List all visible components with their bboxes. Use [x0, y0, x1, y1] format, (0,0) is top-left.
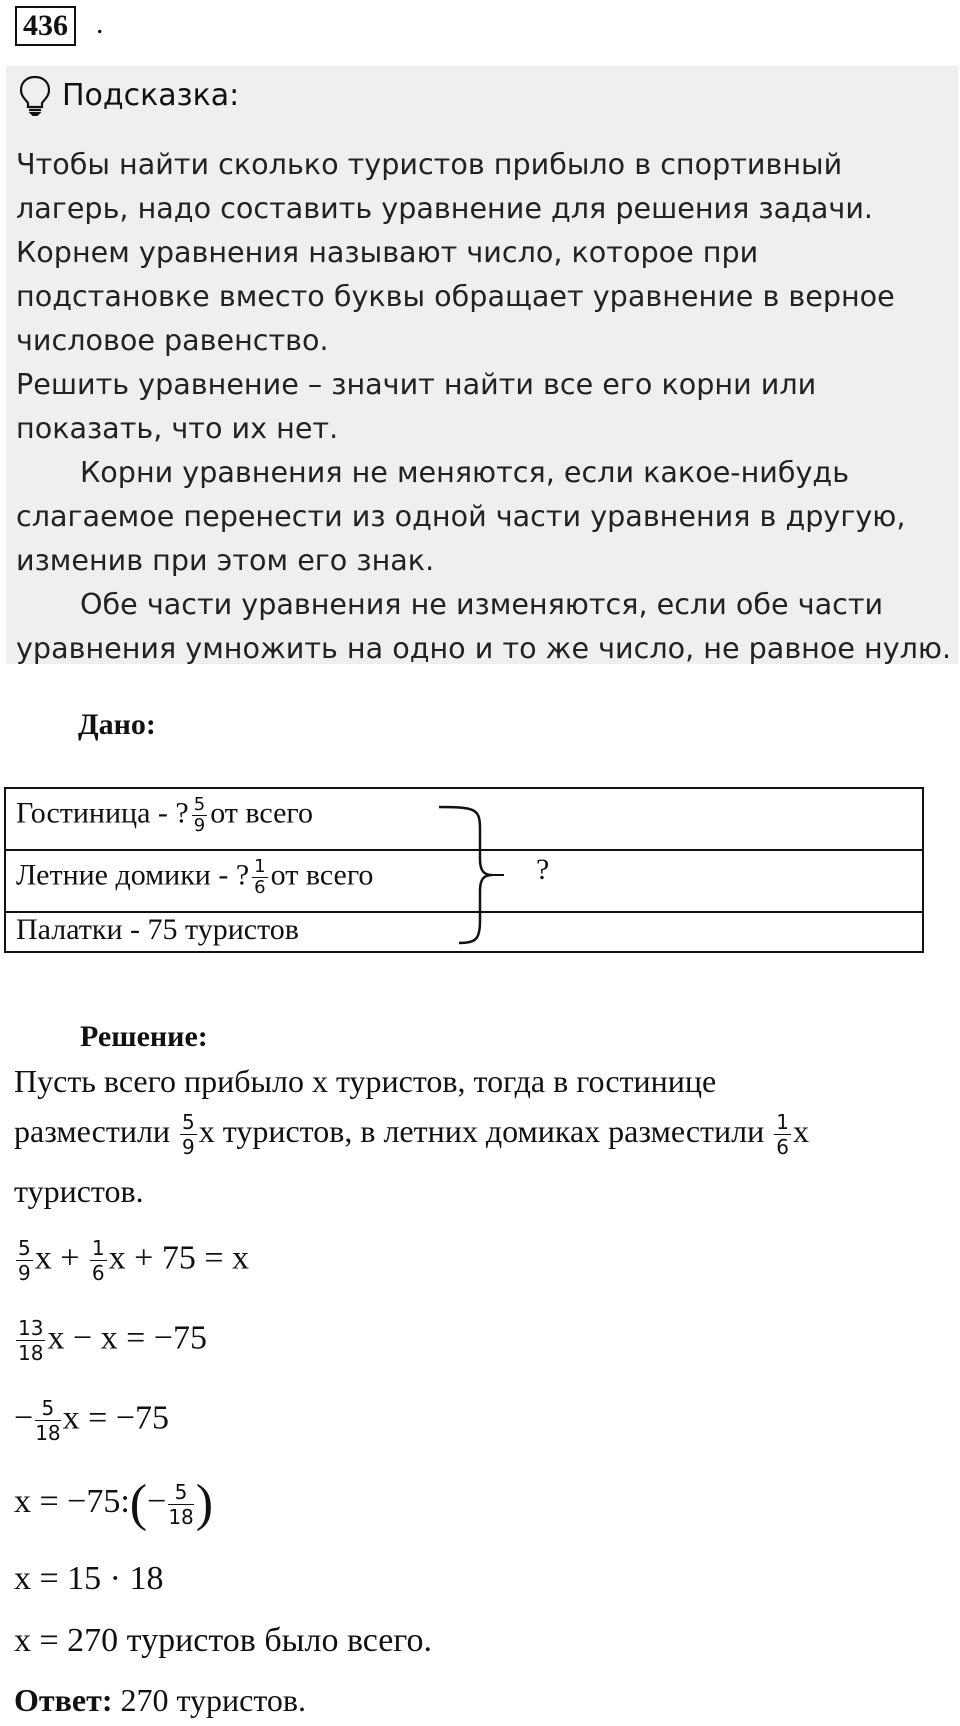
answer-value: 270 туристов.	[112, 1682, 307, 1718]
fraction: $\frac{5}{9}$	[193, 794, 206, 836]
given-row-suffix: от всего	[270, 858, 374, 892]
task-number-dot: .	[96, 7, 104, 40]
hint-paragraph: Корни уравнения не меняются, если какое-нибудь слагаемое перенести из одной части уравнения в другую, изменив при этом его знак.	[16, 455, 906, 577]
lightbulb-icon	[18, 74, 52, 116]
equation-6: х = 270 туристов было всего.	[14, 1622, 432, 1659]
given-table	[4, 787, 924, 953]
fraction: $\frac{5}{9}$	[18, 1236, 31, 1285]
solution-text-line: Пусть всего прибыло х туристов, тогда в гостинице	[14, 1063, 717, 1099]
fraction: $\frac{5}{18}$	[168, 1479, 194, 1529]
fraction: $\frac{1}{6}$	[254, 856, 266, 898]
answer	[14, 1682, 306, 1719]
hint-paragraph: Чтобы найти сколько туристов прибыло в спортивный лагерь, надо составить уравнение для решения задачи. Корнем уравнения называют число, которое при подстановке вместо буквы обращает уравнение в верное числовое равенство.	[16, 147, 895, 357]
fraction: $\frac{1}{6}$	[91, 1236, 105, 1285]
equation-3: − $\frac{5}{18}$ х = −75	[14, 1396, 169, 1445]
given-label: Дано:	[78, 708, 156, 741]
given-row-label: Гостиница - ?	[16, 796, 189, 830]
hint-paragraph: Решить уравнение – значит найти все его корни или показать, что их нет.	[16, 367, 817, 445]
solution-text: х туристов, в летних домиках разместили	[198, 1112, 765, 1149]
solution-text-line: туристов.	[14, 1173, 144, 1209]
solution-label: Решение:	[80, 1020, 208, 1053]
equation-4: х = −75:(− $\frac{5}{18}$ )	[14, 1475, 214, 1532]
fraction: $\frac{5}{18}$	[35, 1396, 61, 1445]
curly-brace-icon	[6, 789, 926, 955]
given-row-label: Палатки - 75 туристов	[16, 913, 299, 946]
fraction: $\frac{1}{6}$	[776, 1110, 789, 1159]
hint-text	[16, 142, 956, 670]
fraction: $\frac{5}{9}$	[182, 1110, 195, 1159]
hint-title: Подсказка:	[62, 78, 240, 113]
equation-1: $\frac{5}{9}$ х + $\frac{1}{6}$ х + 75 = х	[18, 1236, 250, 1285]
task-number: 436	[15, 6, 76, 46]
hint-box	[6, 66, 958, 664]
equation-2: $\frac{13}{18}$ х − х = −75	[18, 1316, 207, 1365]
given-row-label: Летние домики - ?	[16, 858, 250, 892]
solution-text-line	[14, 1110, 809, 1159]
equation-5: х = 15 · 18	[14, 1560, 164, 1597]
total-question-mark: ?	[536, 853, 550, 886]
given-row-suffix: от всего	[210, 796, 313, 830]
hint-paragraph: Обе части уравнения не изменяются, если обе части уравнения умножить на одно и то же число, не равное нулю.	[16, 587, 952, 665]
answer-label: Ответ:	[14, 1682, 113, 1718]
fraction: $\frac{13}{18}$	[18, 1316, 44, 1365]
solution-text: х	[792, 1112, 809, 1149]
solution-text: разместили	[14, 1112, 171, 1149]
